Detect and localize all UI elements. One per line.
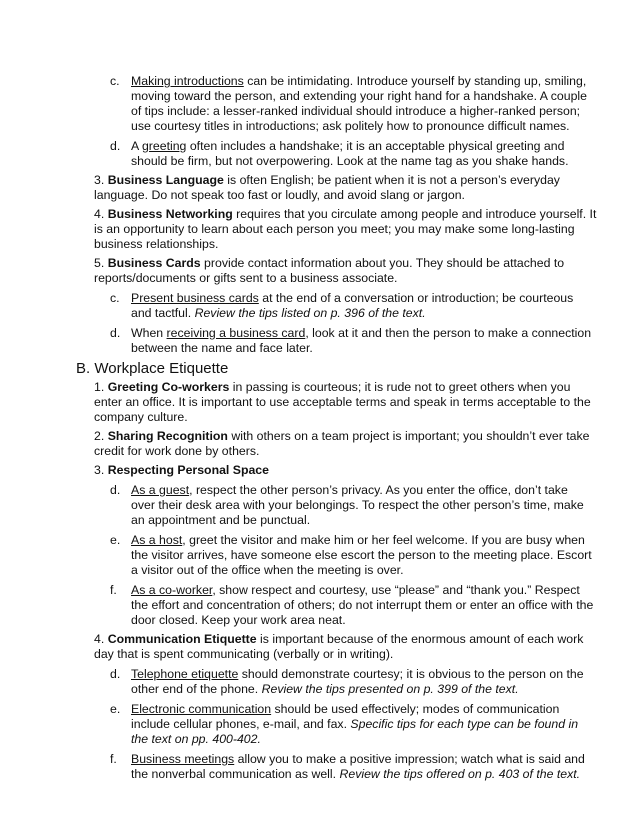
text-span: at the end of a conversation or introduction; be courteous bbox=[258, 291, 574, 305]
item-line bbox=[94, 429, 590, 444]
item-letter: c. bbox=[110, 291, 120, 305]
term-business-meetings: Business meetings bbox=[131, 752, 235, 766]
item-line bbox=[131, 74, 586, 89]
term-greeting: greeting bbox=[141, 139, 187, 153]
item-letter: e. bbox=[110, 533, 121, 547]
item-line bbox=[94, 173, 560, 188]
item-letter: d. bbox=[110, 326, 121, 340]
text-span: , respect the other person’s privacy. As you enter the office, don’t take bbox=[189, 483, 568, 497]
item-line bbox=[131, 717, 578, 732]
text-span: can be intimidating. Introduce yourself by standing up, smiling, bbox=[243, 74, 587, 88]
text-span: should be used effectively; modes of communication bbox=[271, 702, 560, 716]
item-line bbox=[131, 767, 580, 782]
item-letter: d. bbox=[110, 667, 121, 681]
item-line: use courtesy titles in introductions; ask politely how to pronounce difficult names. bbox=[131, 119, 570, 133]
item-line bbox=[131, 483, 568, 498]
reference-note: Review the tips offered on p. 403 of the text. bbox=[339, 767, 581, 781]
item-letter: f. bbox=[110, 583, 117, 597]
term-making-introductions: Making introductions bbox=[131, 74, 244, 88]
text-span: A bbox=[131, 139, 142, 153]
text-span: with others on a team project is important; you shouldn’t ever take bbox=[227, 429, 590, 443]
reference-note: the text on pp. 400-402. bbox=[131, 732, 261, 746]
item-letter: d. bbox=[110, 483, 121, 497]
item-line bbox=[94, 463, 269, 478]
term-as-a-host: As a host bbox=[131, 533, 183, 547]
item-line bbox=[131, 139, 564, 154]
item-line: is an opportunity to learn about each person you meet; you may make some long-lasting bbox=[94, 222, 575, 236]
item-letter: e. bbox=[110, 702, 121, 716]
text-span: include cellular phones, e-mail, and fax. bbox=[131, 717, 351, 731]
item-line bbox=[131, 682, 519, 697]
term-respecting-personal-space: Respecting Personal Space bbox=[107, 463, 269, 477]
item-line: enter an office. It is important to use acceptable terms and speak in terms acceptable to the bbox=[94, 395, 591, 409]
item-line: day that is spent communicating (verbally or in writing). bbox=[94, 647, 394, 661]
item-line: the effort and concentration of others; do not interrupt them or enter an office with the bbox=[131, 598, 594, 612]
item-line bbox=[131, 752, 585, 767]
item-number: 1. bbox=[94, 380, 108, 394]
item-line: should be firm, but not overpowering. Look at the name tag as you shake hands. bbox=[131, 154, 569, 168]
item-line: of tips include: a lesser-ranked individual should introduce a higher-ranked person; bbox=[131, 104, 581, 118]
reference-note: Review the tips listed on p. 396 of the text. bbox=[194, 306, 426, 320]
text-span: should demonstrate courtesy; it is obvious to the person on the bbox=[238, 667, 584, 681]
text-span: other end of the phone. bbox=[131, 682, 262, 696]
item-line: language. Do not speak too fast or loudly, and avoid slang or jargon. bbox=[94, 188, 465, 202]
item-line: the visitor arrives, have someone else escort the person to the meeting place. Escort bbox=[131, 548, 592, 562]
text-span: When bbox=[131, 326, 167, 340]
item-line: over their desk area with your belongings. To respect the other person’s time, make bbox=[131, 498, 584, 512]
item-letter: d. bbox=[110, 139, 121, 153]
item-line: reports/documents or gifts sent to a business associate. bbox=[94, 271, 398, 285]
term-as-a-coworker: As a co-worker bbox=[131, 583, 213, 597]
term-as-a-guest: As a guest bbox=[131, 483, 190, 497]
term-telephone-etiquette: Telephone etiquette bbox=[131, 667, 239, 681]
item-number: 4. bbox=[94, 632, 108, 646]
item-line bbox=[94, 256, 564, 271]
item-number: 3. bbox=[94, 463, 108, 477]
item-number: 3. bbox=[94, 173, 108, 187]
item-line bbox=[94, 380, 570, 395]
item-line: an appointment and be punctual. bbox=[131, 513, 311, 527]
text-span: , look at it and then the person to make a connection bbox=[305, 326, 592, 340]
item-number: 2. bbox=[94, 429, 108, 443]
reference-note: Specific tips for each type can be found in bbox=[350, 717, 579, 731]
item-line bbox=[131, 533, 585, 548]
section-heading-workplace-etiquette: B. Workplace Etiquette bbox=[76, 360, 229, 377]
item-letter: c. bbox=[110, 74, 120, 88]
text-span: is important because of the enormous amount of each work bbox=[256, 632, 584, 646]
text-span: in passing is courteous; it is rude not to greet others when you bbox=[229, 380, 571, 394]
reference-note: Review the tips presented on p. 399 of the text. bbox=[261, 682, 519, 696]
item-line bbox=[131, 667, 584, 682]
text-span: provide contact information about you. They should be attached to bbox=[200, 256, 565, 270]
term-present-business-cards: Present business cards bbox=[131, 291, 259, 305]
term-greeting-coworkers: Greeting Co-workers bbox=[107, 380, 230, 394]
item-line: door closed. Keep your work area neat. bbox=[131, 613, 346, 627]
text-span: requires that you circulate among people and introduce yourself. It bbox=[232, 207, 597, 221]
item-line: a visitor out of the office when the meeting is over. bbox=[131, 563, 404, 577]
text-span: the nonverbal communication as well. bbox=[131, 767, 340, 781]
item-line bbox=[131, 702, 559, 717]
item-line bbox=[131, 291, 573, 306]
term-business-cards: Business Cards bbox=[107, 256, 201, 270]
term-communication-etiquette: Communication Etiquette bbox=[107, 632, 257, 646]
item-line: business relationships. bbox=[94, 237, 219, 251]
term-sharing-recognition: Sharing Recognition bbox=[107, 429, 228, 443]
text-span: , show respect and courtesy, use “please” and “thank you.” Respect bbox=[212, 583, 580, 597]
item-line: moving toward the person, and extending your right hand for a handshake. A couple bbox=[131, 89, 587, 103]
term-receiving-business-card: receiving a business card bbox=[166, 326, 306, 340]
item-number: 4. bbox=[94, 207, 108, 221]
text-span: allow you to make a positive impression; watch what is said and bbox=[234, 752, 585, 766]
item-line: between the name and face later. bbox=[131, 341, 313, 355]
term-business-networking: Business Networking bbox=[107, 207, 233, 221]
text-span: is often English; be patient when it is not a person’s everyday bbox=[223, 173, 560, 187]
item-line: credit for work done by others. bbox=[94, 444, 260, 458]
item-line bbox=[94, 632, 583, 647]
item-line: company culture. bbox=[94, 410, 188, 424]
item-number: 5. bbox=[94, 256, 108, 270]
item-line bbox=[131, 306, 426, 321]
item-letter: f. bbox=[110, 752, 117, 766]
text-span: often includes a handshake; it is an acceptable physical greeting and bbox=[186, 139, 565, 153]
item-line bbox=[131, 583, 580, 598]
item-line bbox=[94, 207, 596, 222]
text-span: and tactful. bbox=[131, 306, 195, 320]
term-business-language: Business Language bbox=[107, 173, 224, 187]
text-span: , greet the visitor and make him or her feel welcome. If you are busy when bbox=[182, 533, 585, 547]
item-line bbox=[131, 326, 591, 341]
term-electronic-communication: Electronic communication bbox=[131, 702, 272, 716]
